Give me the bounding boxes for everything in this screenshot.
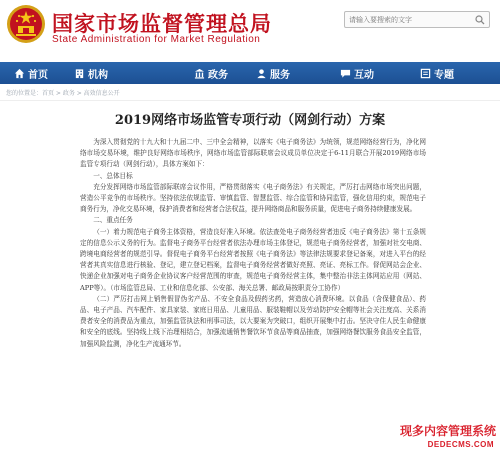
site-title[interactable]: 国家市场监督管理总局 [52,12,272,36]
nav-item-label: 政务 [208,69,228,81]
breadcrumb[interactable]: 您的位置是：首页 > 政务 > 高效信息公开 [6,90,120,97]
service-icon [256,68,267,79]
nav-item-label: 首页 [28,69,48,81]
site-subtitle: State Administration for Market Regulation [52,34,261,45]
nav-item-institutions[interactable] [74,62,108,84]
article-section-heading: 一、总体目标 [93,171,133,180]
national-emblem-icon [6,4,46,44]
article-paragraph: （二）严厉打击网上销售假冒伪劣产品、不安全食品及假药劣药，营造放心消费环境。以食品（含保健食品）、药品、电子产品、汽车配件、家具家装、家庭日用品、儿童用品、服装鞋帽以及劳动防护安全帽等社会关注度高、关系消费者安全的消费品为重点，加强监管执法和刑事司法，以大要案为突破口，组织开展集中打击。坚决守住人民生命健康和安全的底线。坚持线上线下治理相结合，加强流通销售餐饮环节食品等商品抽查，加强网络餐饮服务食品安全监管，加强风险监测，净化生产流通环节。 [80,294,426,348]
topic-icon [420,68,431,79]
cms-watermark [399,416,498,458]
article-paragraph: （一）着力规范电子商务主体资格，营造良好准入环境。依法查处电子商务经营者违反《电子商务法》第十五条规定的信息公示义务的行为。监督电子商务平台经营者依法办理市场主体登记，规范电子商务经营者，加强对社交电商、跨境电商经营者的规范引导。督促电子商务平台经营者按照《电子商务法》等法律法规要求登记备案，对进入平台的经营者其真实信息进行核验、登记，建立登记档案，监督电子商务经营者做好亮照、亮证、亮标工作。督促网站会企业、快递企业加强对电子商务企业协议客户经营范围的审查，规范电子商务经营主体，集中整治非法主体网站应用（网站、APP等）。（市场监管总局、工业和信息化部、公安部、海关总署、邮政局按职责分工协作） [80,227,426,292]
nav-item-label: 互动 [354,69,374,81]
home-icon [14,68,25,79]
watermark-text: 现多内容管理系统 [399,424,496,438]
nav-item-label: 机构 [88,69,108,81]
nav-item-government-affairs[interactable] [194,62,228,84]
nav-item-home[interactable] [14,62,48,84]
search-input[interactable] [349,13,471,27]
nav-item-topics[interactable] [420,62,454,84]
article-section-heading: 二、重点任务 [93,216,133,225]
article-paragraph: 充分发挥网络市场监管部际联席会议作用，严格贯彻落实《电子商务法》有关规定，严厉打击网络市场突出问题，营造公平竞争的市场秩序。坚持依法依规监管、审慎监管、智慧监管、综合监管和协同监管，强化信用约束，规范电子商务行为，净化交易环境，保护消费者和经营者合法权益，提升网络商品和服务质量，促进电子商务持续健康发展。 [80,182,426,214]
article-paragraph: 为深入贯彻党的十九大和十九届二中、三中全会精神，以落实《电子商务法》为统领，规范网络经营行为，净化网络市场交易环境，维护良好网络市场秩序，网络市场监管部际联席会议成员单位决定于6-11月联合开展2019网络市场监管专项行动（网剑行动），具体方案如下： [80,138,426,169]
building-icon [74,68,85,79]
nav-item-label: 专题 [434,69,454,81]
government-icon [194,68,205,79]
article-body [80,137,426,350]
main-navbar [0,62,500,84]
watermark-url: DEDECMS.COM [427,440,494,449]
nav-item-interaction[interactable] [340,62,374,84]
search-icon[interactable] [475,15,485,25]
search-box[interactable] [344,11,490,28]
site-header [0,0,500,56]
chat-icon [340,68,351,79]
article-content [0,100,500,460]
article-title: 2019网络市场监管专项行动（网剑行动）方案 [114,113,386,128]
nav-item-label: 服务 [270,69,290,81]
nav-item-services[interactable] [256,62,290,84]
